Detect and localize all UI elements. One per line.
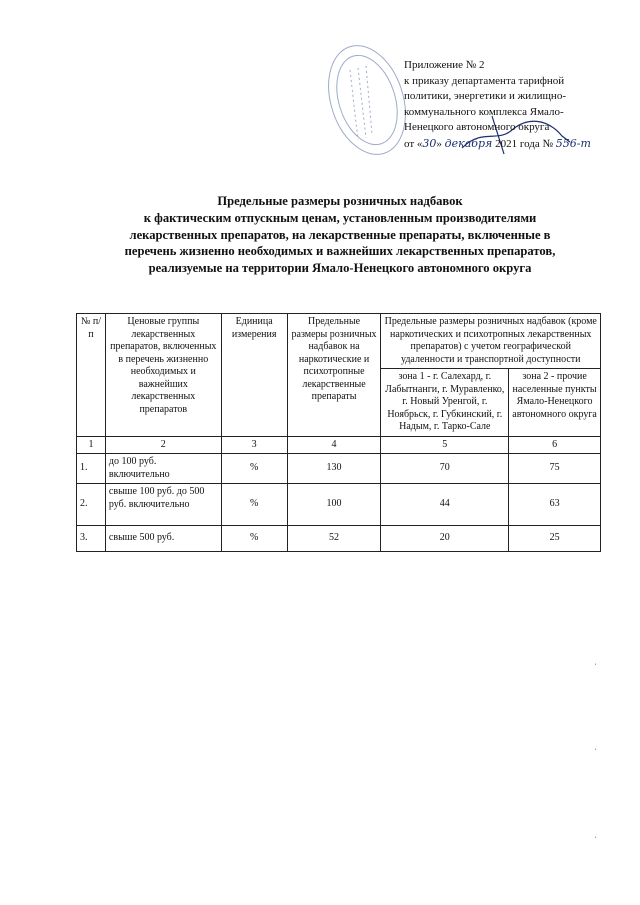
title-line: перечень жизненно необходимых и важнейших лекарственных препаратов, [124, 244, 556, 259]
column-number: 3 [221, 436, 287, 454]
cell-group: до 100 руб. включительно [105, 454, 221, 484]
header-limits: Предельные размеры розничных надбавок (кроме наркотических и психотропных лекарственных препаратов) с учетом географической удаленности и транспортной доступности [381, 314, 601, 369]
scan-artifact: ˌ [594, 828, 597, 838]
appendix-block [404, 58, 604, 152]
cell-group: свыше 500 руб. [105, 526, 221, 552]
cell-narcotic: 52 [287, 526, 381, 552]
cell-unit: % [221, 454, 287, 484]
header-row [77, 314, 601, 369]
column-number: 6 [509, 436, 601, 454]
scan-artifact: ˌ [594, 740, 597, 750]
appendix-line: Ненецкого автономного округа [404, 121, 550, 133]
cell-zone2: 63 [509, 484, 601, 526]
cell-zone1: 44 [381, 484, 509, 526]
title-line: к фактическим отпускным ценам, установленным производителями [143, 210, 537, 225]
cell-num: 3. [77, 526, 106, 552]
date-month: декабря [444, 136, 493, 150]
cell-zone1: 70 [381, 454, 509, 484]
table-row [77, 454, 601, 484]
cell-zone2: 25 [509, 526, 601, 552]
header-group: Ценовые группы лекарственных препаратов, включенных в перечень жизненно необходимых и важнейших лекарственных препаратов [105, 314, 221, 437]
title-line: лекарственных препаратов, на лекарственные препараты, включенные в [129, 227, 551, 242]
document-title [80, 193, 600, 277]
header-zone2: зона 2 - прочие населенные пункты Ямало-Ненецкого автономного округа [509, 369, 601, 437]
cell-unit: % [221, 526, 287, 552]
cell-num: 1. [77, 454, 106, 484]
table-row [77, 484, 601, 526]
cell-narcotic: 100 [287, 484, 381, 526]
cell-narcotic: 130 [287, 454, 381, 484]
cell-num: 2. [77, 484, 106, 526]
column-number: 1 [77, 436, 106, 454]
table-row [77, 526, 601, 552]
date-day: 30 [422, 136, 437, 150]
column-number: 2 [105, 436, 221, 454]
markup-table [76, 313, 601, 552]
date-prefix: от « [404, 137, 423, 150]
column-number-row [77, 436, 601, 454]
cell-zone1: 20 [381, 526, 509, 552]
column-number: 5 [381, 436, 509, 454]
appendix-line: к приказу департамента тарифной [404, 74, 565, 87]
cell-zone2: 75 [509, 454, 601, 484]
cell-unit: % [221, 484, 287, 526]
appendix-line: политики, энергетики и жилищно- [404, 90, 566, 102]
appendix-date-line [404, 136, 604, 153]
cell-group: свыше 100 руб. до 500 руб. включительно [105, 484, 221, 526]
order-number: 556-т [555, 136, 591, 150]
header-unit: Единица измерения [221, 314, 287, 437]
official-stamp [328, 40, 406, 160]
appendix-line: коммунального комплекса Ямало- [404, 105, 564, 118]
appendix-line: Приложение № 2 [404, 59, 485, 71]
date-separator: » [436, 137, 445, 150]
title-line: реализуемые на территории Ямало-Ненецкого автономного округа [148, 261, 532, 276]
header-num: № п/п [77, 314, 106, 437]
column-number: 4 [287, 436, 381, 454]
header-zone1: зона 1 - г. Салехард, г. Лабытнанги, г. Муравленко, г. Новый Уренгой, г. Ноябрьск, г. Губкинский, г. Надым, г. Тарко-Сале [381, 369, 509, 437]
header-narcotic: Предельные размеры розничных надбавок на наркотические и психотропные лекарственные препараты [287, 314, 381, 437]
title-line: Предельные размеры розничных надбавок [217, 194, 463, 208]
scan-artifact: ˌ [594, 655, 597, 665]
date-year: 2021 года № [492, 137, 556, 150]
